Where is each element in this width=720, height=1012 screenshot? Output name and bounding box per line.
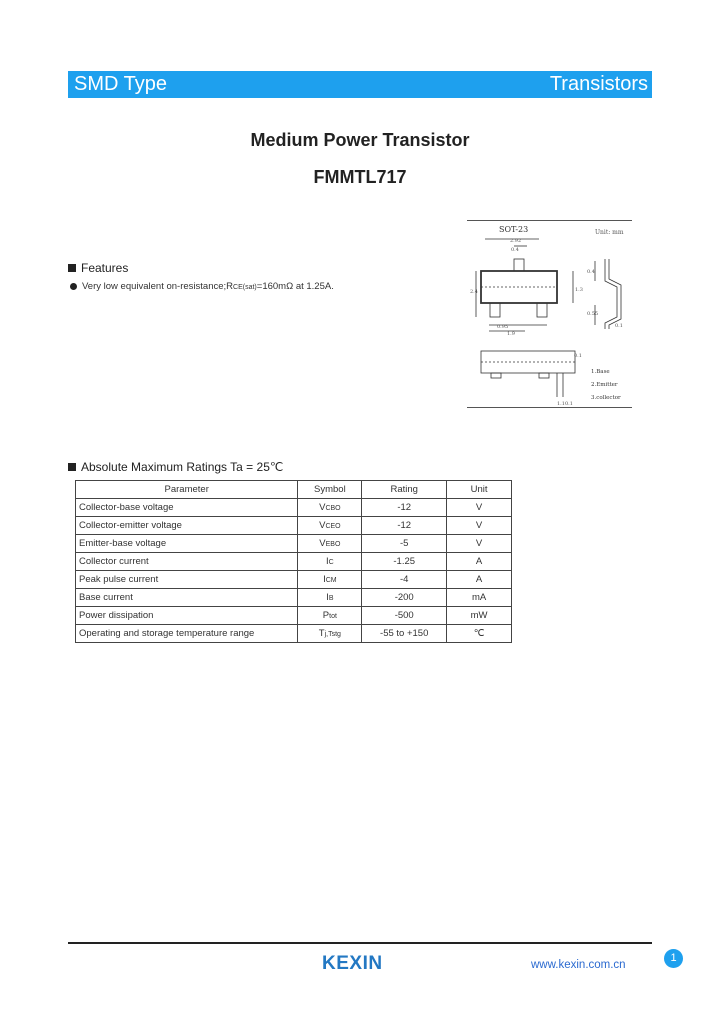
kexin-logo: KEXIN [322,953,383,974]
cell-parameter: Collector current [76,553,298,571]
symbol-main: P [322,610,330,621]
table-row [76,553,512,571]
ratings-table [75,480,512,643]
symbol-sub: EBO [325,541,341,548]
pin-label-3: 3.collector [591,395,621,401]
cell-symbol [298,607,362,625]
cell-parameter: Collector-emitter voltage [76,517,298,535]
cell-symbol [298,625,362,643]
cell-symbol [298,535,362,553]
part-number: FMMTL717 [313,167,407,187]
col-rating: Rating [362,481,447,499]
side-view [595,259,621,329]
sot23-outline-drawing [467,221,632,407]
cell-symbol [298,553,362,571]
dim-d4: 1.3 [575,287,583,293]
cell-unit: A [447,571,512,589]
cell-parameter: Collector-base voltage [76,499,298,517]
cell-parameter: Emitter-base voltage [76,535,298,553]
page-number-badge: 1 [664,949,683,968]
ratings-table-body [76,499,512,643]
document-title: Medium Power Transistor [250,130,470,150]
cell-unit: V [447,517,512,535]
dim-d6: 1.9 [507,331,515,337]
cell-rating: -5 [362,535,447,553]
header-right-label: Transistors [549,73,648,95]
symbol-sub: CBO [325,505,341,512]
col-parameter: Parameter [76,481,298,499]
symbol-sub: j,Tstg [324,631,341,638]
cell-rating: -12 [362,517,447,535]
cell-symbol [298,499,362,517]
units-label: Unit: mm [595,229,624,236]
symbol-sub: tot [329,613,337,620]
cell-symbol [298,571,362,589]
dim-d12: 0.1 [565,401,573,407]
symbol-main: V [319,538,326,549]
cell-unit: V [447,535,512,553]
dim-d5: 0.95 [497,324,509,330]
cell-rating: -4 [362,571,447,589]
dim-d2: 0.4 [511,247,519,253]
table-row [76,499,512,517]
feature-text-sub: CE(sat) [233,284,257,291]
cell-rating: -500 [362,607,447,625]
dim-d7: 0.4 [587,269,595,275]
symbol-sub: CM [325,577,337,584]
dim-d3: 2.4 [470,289,478,295]
features-heading [68,261,128,275]
pin-label-2: 2.Emitter [591,382,618,388]
footer-divider [68,942,652,944]
col-symbol: Symbol [298,481,362,499]
cell-parameter: Power dissipation [76,607,298,625]
cell-parameter: Peak pulse current [76,571,298,589]
feature-text-pre: Very low equivalent on-resistance;R [82,281,234,292]
feature-text-post: =160mΩ at 1.25A. [256,281,334,292]
col-unit: Unit [447,481,512,499]
symbol-main: I [323,574,326,585]
symbol-main: I [326,592,329,603]
cell-parameter: Base current [76,589,298,607]
front-view [481,351,575,397]
feature-item [70,281,334,292]
cell-unit: ℃ [447,625,512,643]
dim-d8: 0.55 [587,311,599,317]
features-heading-text: Features [81,261,129,275]
ratings-heading [68,460,283,474]
table-header-row [76,481,512,499]
package-name-label: SOT-23 [499,225,529,234]
package-drawing [467,220,632,408]
symbol-main: I [326,556,329,567]
cell-rating: -200 [362,589,447,607]
table-row [76,607,512,625]
table-row [76,535,512,553]
cell-rating: -12 [362,499,447,517]
cell-unit: mW [447,607,512,625]
square-bullet-icon [68,264,76,272]
footer-url[interactable]: www.kexin.com.cn [531,959,626,971]
dim-d1: 2.92 [510,238,522,244]
cell-unit: A [447,553,512,571]
dim-d11: 1.1 [557,401,565,407]
dim-d10: 0.1 [574,353,582,359]
ratings-heading-text: Absolute Maximum Ratings Ta = 25℃ [81,460,284,474]
symbol-sub: CEO [325,523,341,530]
dim-d9: 0.1 [615,323,623,329]
table-row [76,517,512,535]
table-row [76,589,512,607]
cell-symbol [298,517,362,535]
square-bullet-icon [68,463,76,471]
symbol-sub: C [328,559,334,566]
round-bullet-icon [70,283,77,290]
symbol-main: T [318,628,325,639]
cell-symbol [298,589,362,607]
cell-unit: mA [447,589,512,607]
top-view [476,239,573,331]
table-row [76,625,512,643]
cell-unit: V [447,499,512,517]
cell-rating: -1.25 [362,553,447,571]
table-row [76,571,512,589]
cell-parameter: Operating and storage temperature range [76,625,298,643]
symbol-main: V [319,520,326,531]
header-left-label: SMD Type [74,73,167,95]
symbol-sub: B [328,595,334,602]
pin-label-1: 1.Base [591,369,610,375]
header-band [68,71,652,98]
cell-rating: -55 to +150 [362,625,447,643]
symbol-main: V [319,502,326,513]
